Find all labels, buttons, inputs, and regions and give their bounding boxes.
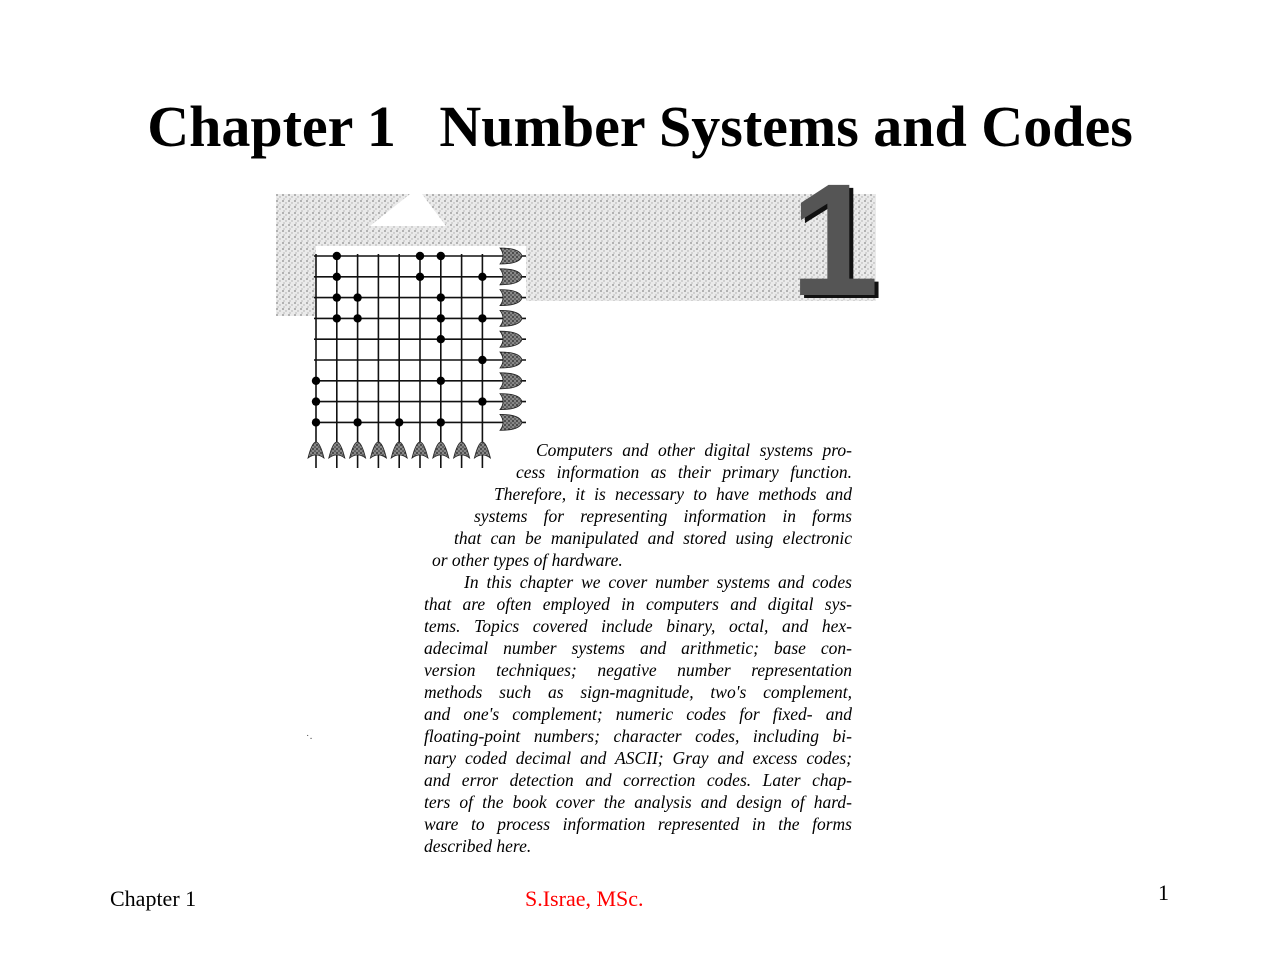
text-line: Therefore, it is necessary to have methods and: [494, 484, 852, 504]
output-gate: [500, 352, 522, 368]
text-line: cess information as their primary function.: [516, 462, 852, 482]
text-line: Computers and other digital systems pro-: [536, 440, 852, 460]
text-line: that can be manipulated and stored using electronic: [454, 528, 852, 548]
text-line: floating-point numbers; character codes, including bi-: [424, 726, 852, 746]
footer-chapter: Chapter 1: [110, 886, 197, 911]
junction-dot: [353, 293, 361, 301]
output-gate: [500, 414, 522, 430]
text-line: ters of the book cover the analysis and design of hard-: [424, 792, 852, 812]
output-gate: [500, 290, 522, 306]
output-gate: [500, 310, 522, 326]
text-line: systems for representing information in forms: [474, 506, 852, 526]
junction-dot: [478, 273, 486, 281]
body-paragraph: [424, 571, 852, 857]
junction-dot: [478, 397, 486, 405]
output-gate: [500, 248, 522, 264]
output-gate: [500, 269, 522, 285]
text-line: version techniques; negative number representation: [424, 660, 852, 680]
junction-dot: [478, 314, 486, 322]
page-number: 1: [1158, 880, 1169, 905]
junction-dot: [437, 293, 445, 301]
junction-dot: [333, 273, 341, 281]
output-gates: [500, 248, 522, 430]
junction-dot: [333, 252, 341, 260]
junction-dot: [416, 273, 424, 281]
junction-dot: [353, 314, 361, 322]
junction-dot: [312, 418, 320, 426]
junction-dot: [478, 356, 486, 364]
text-line: and one's complement; numeric codes for fixed- and: [424, 704, 852, 724]
output-gate: [500, 373, 522, 389]
text-line: that are often employed in computers and digital sys-: [424, 594, 852, 614]
junction-dot: [353, 418, 361, 426]
junction-dot: [333, 293, 341, 301]
intro-paragraph: [432, 439, 852, 571]
output-gate: [500, 331, 522, 347]
junction-dot: [437, 252, 445, 260]
output-gate: [500, 394, 522, 410]
text-line: tems. Topics covered include binary, octal, and hex-: [424, 616, 852, 636]
text-line: or other types of hardware.: [432, 550, 623, 570]
junction-dot: [312, 397, 320, 405]
wire-grid: [314, 254, 526, 468]
text-line: nary coded decimal and ASCII; Gray and excess codes;: [424, 748, 852, 768]
text-line: described here.: [424, 836, 532, 856]
junction-dot: [312, 377, 320, 385]
text-line: methods such as sign-magnitude, two's complement,: [424, 682, 852, 702]
junction-dot: [437, 314, 445, 322]
text-line: In this chapter we cover number systems and codes: [464, 572, 852, 592]
text-line: adecimal number systems and arithmetic; base con-: [424, 638, 852, 658]
slide-title: Chapter 1 Number Systems and Codes: [147, 94, 1133, 159]
junction-dot: [437, 418, 445, 426]
junction-dot: [437, 377, 445, 385]
scan-speck: ˙·: [306, 734, 313, 745]
junction-dot: [395, 418, 403, 426]
text-line: and error detection and correction codes. Later chap-: [424, 770, 852, 790]
junction-dot: [437, 335, 445, 343]
junction-dot: [416, 252, 424, 260]
chapter-number-glyph: 1: [790, 150, 879, 329]
junction-dot: [333, 314, 341, 322]
footer-author: S.Israe, MSc.: [525, 886, 644, 911]
text-line: ware to process information represented in the forms: [424, 814, 852, 834]
